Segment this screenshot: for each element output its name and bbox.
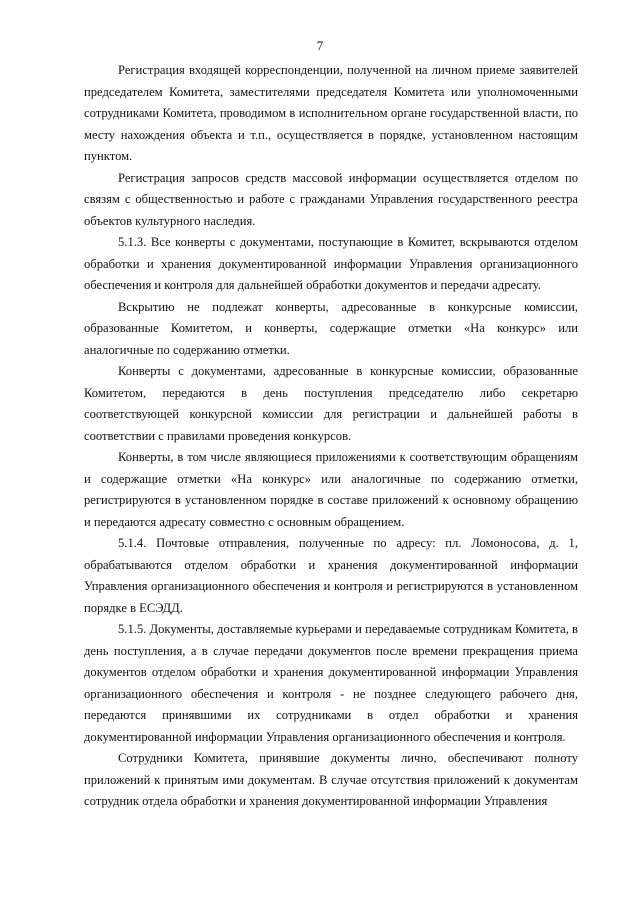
paragraph-not-opened: Вскрытию не подлежат конверты, адресованные в конкурсные комиссии, образованные Комитетом, и конверты, содержащие отметки «На конкурс» или аналогичные по содержанию отметки. (84, 299, 578, 357)
paragraph-5-1-5: 5.1.5. Документы, доставляемые курьерами и передаваемые сотрудникам Комитета, в день поступления, а в случае передачи документов после времени прекращения приема документов отделом обработки и хранения документированной информации Управления организационного обеспечения и контроля - не позднее следующего рабочего дня, передаются принявшими их сотрудниками в отдел обработки и хранения документированной информации Управления организационного обеспечения и контроля. (84, 622, 578, 744)
paragraph-5-1-3: 5.1.3. Все конверты с документами, поступающие в Комитет, вскрываются отделом обработки и хранения документированной информации Управления организационного обеспечения и контроля для дальнейшей обработки документов и передачи адресату. (84, 235, 578, 292)
document-body (84, 60, 578, 813)
paragraph-staff-attachments: Сотрудники Комитета, принявшие документы лично, обеспечивают полноту приложений к принятым ими документам. В случае отсутствия приложений к документам сотрудник отдела обработки и хранения документированной информации Управления (84, 751, 578, 808)
paragraph-5-1-4: 5.1.4. Почтовые отправления, полученные по адресу: пл. Ломоносова, д. 1, обрабатываются отделом обработки и хранения документированной информации Управления организационного обеспечения и контроля и регистрируются в установленном порядке в ЕСЭДД. (84, 536, 578, 615)
page-number: 7 (316, 38, 324, 53)
paragraph-media-requests: Регистрация запросов средств массовой информации осуществляется отделом по связям с общественностью и работе с гражданами Управления государственного реестра объектов культурного наследия. (84, 170, 578, 228)
paragraph-competition-envelopes: Конверты с документами, адресованные в конкурсные комиссии, образованные Комитетом, передаются в день поступления председателю либо секретарю соответствующей конкурсной комиссии для регистрации и дальнейшей работы в соответствии с правилами проведения конкурсов. (84, 364, 578, 443)
paragraph-reception-registration: Регистрация входящей корреспонденции, полученной на личном приеме заявителей председателем Комитета, заместителями председателя Комитета или уполномоченными сотрудниками Комитета, проводимом в исполнительном органе государственной власти, по месту нахождения объекта и т.п., осуществляется в порядке, установленном настоящим пунктом. (84, 63, 578, 163)
paragraph-attachment-envelopes: Конверты, в том числе являющиеся приложениями к соответствующим обращениям и содержащие отметки «На конкурс» или аналогичные по содержанию отметки, регистрируются в установленном порядке в составе приложений к основному обращению и передаются адресату совместно с основным обращением. (84, 450, 578, 529)
